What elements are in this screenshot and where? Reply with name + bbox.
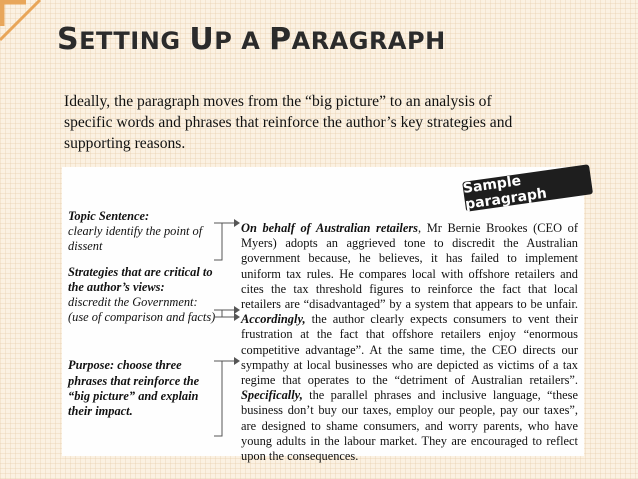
title-part: P A (214, 27, 270, 55)
sample-paragraph-image (62, 167, 584, 464)
sample-paragraph-text (241, 221, 578, 464)
transition-accordingly: Accordingly, (241, 312, 306, 327)
title-part: S (57, 22, 80, 57)
annotation-brackets (62, 167, 252, 456)
paragraph-part: , Mr Bernie Brookes (CEO of Myers) adopts an aggrieved tone to discredit the Australian government because, he believes, it has failed to implement uniform tax rules. He compares local with offshore retailers and cites the tax threshold figures to reinforce the fact that local retailers are “disadvantaged” by a system that appears to be unfair. (241, 221, 578, 312)
slide-title (57, 22, 446, 57)
intro-text: Ideally, the paragraph moves from the “big picture” to an analysis of specific words and phrases that reinforce the author’s key strategies and supporting reasons. (64, 93, 513, 152)
paragraph-part: the author clearly expects consumers to vent their frustration at the fact that offshore retailers enjoy “enormous competitive advantage”. At the same time, the CEO directs our sympathy at local businesses who are depicted as victims of a tax regime that operates to the “detriment of Australian retailers”. (241, 312, 578, 388)
strategy-body: discredit the Government: (use of comparison and facts) (68, 295, 216, 325)
sample-badge-label: Sample paragraph (462, 164, 593, 212)
sample-badge (456, 159, 601, 222)
title-part: ETTING (79, 27, 190, 55)
title-part: P (269, 22, 292, 57)
topic-heading: Topic Sentence: (68, 209, 150, 223)
transition-specifically: Specifically, (241, 388, 303, 403)
purpose-heading: Purpose: choose three phrases that reinforce the “big picture” and explain their impact. (68, 358, 200, 419)
strategy-heading: Strategies that are critical to the author’s views: (68, 264, 213, 294)
corner-decoration (0, 0, 58, 58)
title-part: ARAGRAPH (291, 27, 446, 55)
lead-phrase: On behalf of Australian retailers (241, 221, 418, 235)
topic-body: clearly identify the point of dissent (68, 224, 203, 254)
title-part: U (189, 22, 215, 57)
paragraph-part: the parallel phrases and inclusive language, “these business don’t buy our taxes, employ our people, pay our taxes”, are designed to shame consumers, and worry parents, who have young adults in the labour market. They are encouraged to reflect upon the consequences. (241, 388, 578, 464)
